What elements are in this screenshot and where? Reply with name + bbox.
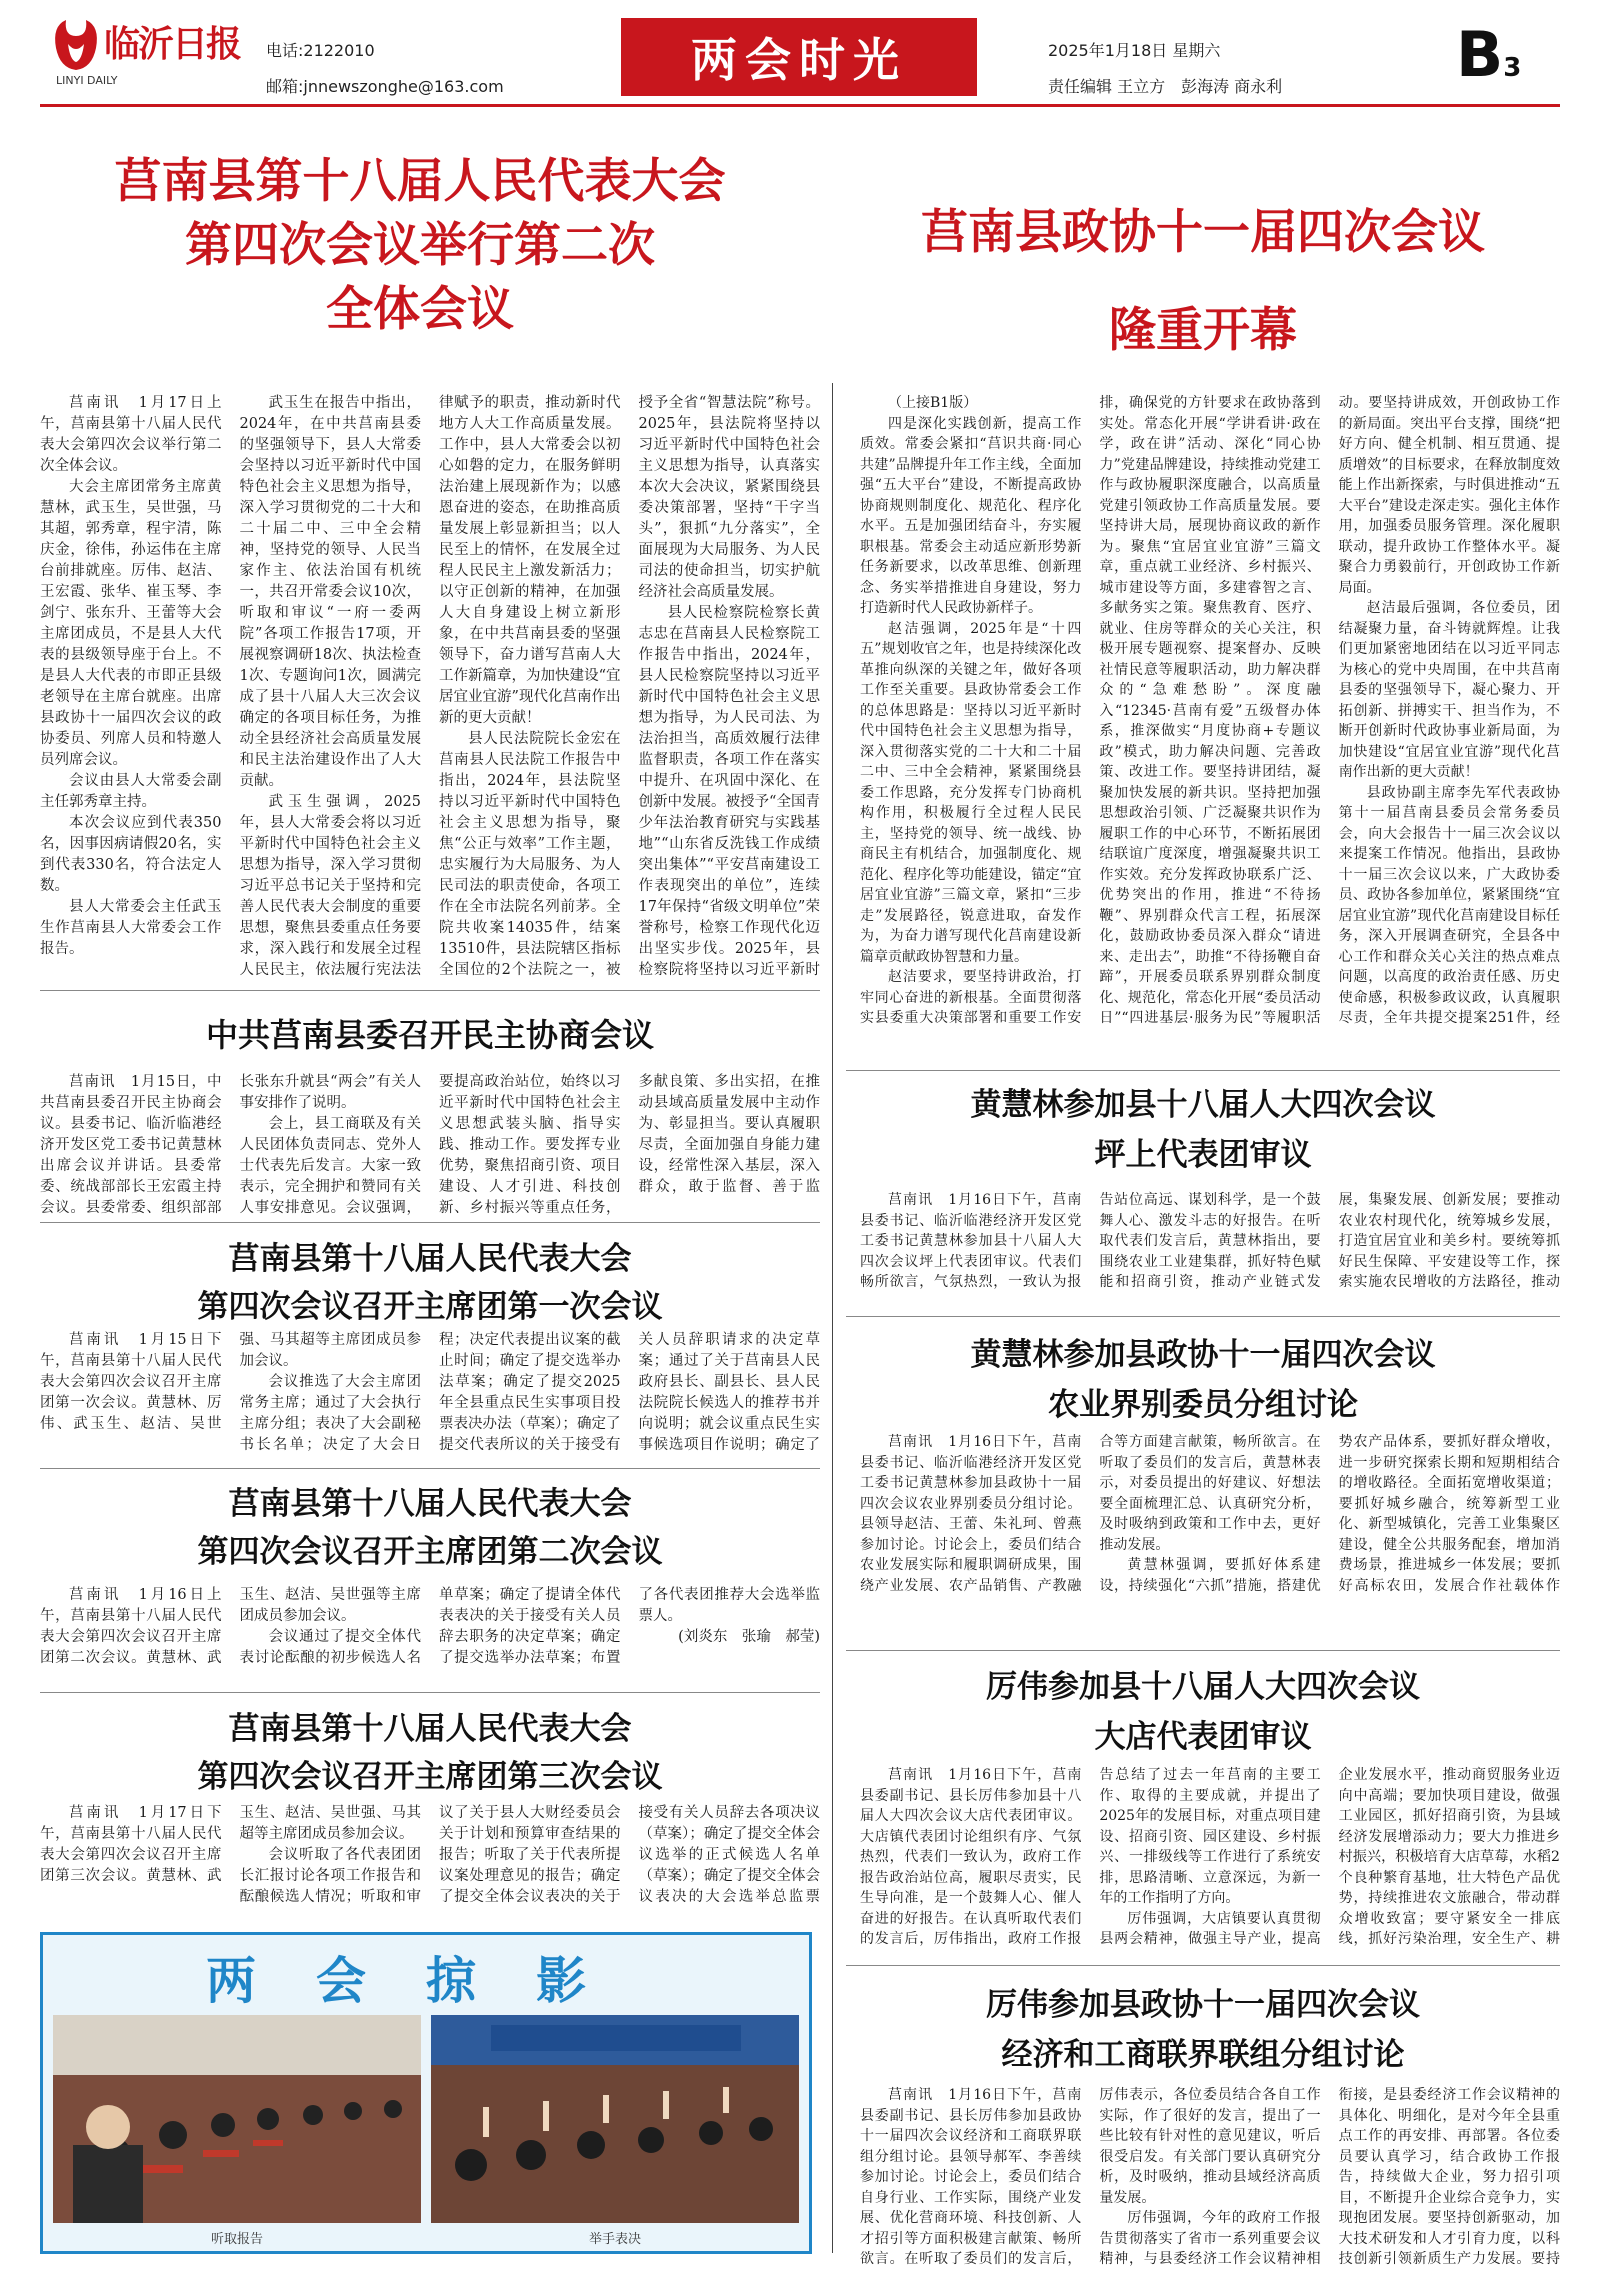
article-paragraph: 本次会议应到代表350名，因事因病请假20名，实到代表330名，符合法定人数。 xyxy=(40,815,222,894)
article-6-headline-line2: 第四次会议召开主席团第三次会议 xyxy=(197,1759,663,1795)
article-3-body xyxy=(40,1072,820,1222)
article-9-headline-line1: 厉伟参加县十八届人大四次会议 xyxy=(986,1669,1420,1705)
article-2-headline-line2: 隆重开幕 xyxy=(1109,303,1297,358)
editors-line: 责任编辑 王立方 彭海涛 商永利 xyxy=(1048,77,1283,96)
page-letter: B xyxy=(1456,18,1504,91)
gallery-title: 两会掠影 xyxy=(206,1952,646,2010)
article-paragraph: 莒南讯 1月16日下午，莒南县委副书记、县长厉伟参加县十八届人大四次会议大店代表团审议。大店镇代表团讨论组织有序、气氛热烈，代表们一致认为，政府工作报告政治站位高，履职尽责实，民生导向准，是一个鼓舞人心、催人奋进的好报告。在认真听取代表们的发言后，厉伟指出，政府工作报告总结了过去一年莒南的主要工作、取得的主要成就，并提出了2025年的发展目标，对重点项目建设、招商引资、园区建设、乡村振兴、一排级线等工作进行了系统安排，思路清晰、立意深远，为新一年的工作指明了方向。 xyxy=(860,1767,1321,1947)
article-4-headline xyxy=(40,1235,820,1331)
photo-listening-report xyxy=(53,2015,421,2223)
article-8-headline xyxy=(846,1330,1560,1430)
newspaper-logo-text: 临沂日报 xyxy=(104,23,241,65)
caption-photo-2: 举手表决 xyxy=(588,2232,641,2247)
article-9-headline-line2: 大店代表团审议 xyxy=(1094,1719,1312,1755)
newspaper-logo-icon xyxy=(48,14,104,74)
article-7-headline-line1: 黄慧林参加县十八届人大四次会议 xyxy=(970,1087,1436,1123)
section-title: 两会时光 xyxy=(691,33,907,87)
article-1-headline-line1: 莒南县第十八届人民代表大会 xyxy=(114,154,726,209)
article-2-body xyxy=(860,393,1560,1033)
article-1-headline-line2: 第四次会议举行第二次 xyxy=(185,218,655,273)
article-paragraph: 莒南讯 1月16日上午，莒南县第十八届人民代表大会第四次会议召开主席团第二次会议。黄慧林、武玉生、赵洁、吴世强等主席团成员参加会议。 xyxy=(40,1587,421,1666)
divider-a9 xyxy=(846,1650,1560,1651)
article-paragraph: 大会主席团常务主席黄慧林，武玉生，吴世强，马其超，郭秀章，程宇清，陈庆金，徐伟，孙运伟在主席台前排就座。厉伟、赵洁、王宏霞、张华、崔玉琴、李剑宁、张东升、王蕾等大会主席团成员，不是县人大代表的县级领导座于台上。不是县人大代表的市即正县级老领导在主席台就座。出席县政协十一届四次会议的政协委员、列席人员和特邀人员列席会议。 xyxy=(40,479,222,768)
article-paragraph: 莒南讯 1月15日，中共莒南县委召开民主协商会议。县委书记、临沂临港经济开发区党工委书记黄慧林出席会议并讲话。县委常委、统战部部长王宏霞主持会议。县委常委、组织部部长张东升就县“两会”有关人事安排作了说明。 xyxy=(40,1074,421,1216)
article-5-headline xyxy=(40,1480,820,1576)
article-8-headline-line2: 农业界别委员分组讨论 xyxy=(1048,1387,1358,1423)
article-4-headline-line2: 第四次会议召开主席团第一次会议 xyxy=(197,1289,663,1325)
article-paragraph: 县政协副主席李先军代表政协第十一届莒南县委员会常务委员会，向大会报告十一届三次会议以来提案工作情况。他指出，县政协十一届三次会议以来，广大政协委员、政协各参加单位，紧紧围绕“宜居宜业宜游”现代化莒南建设目标任务，深入开展调查研究，全县各中心工作和群众关心关注的热点难点问题，以高度的政治责任感、历史使命感，积极参政议政，认真履职尽责，全年共提交提案251件，经 xyxy=(1338,784,1560,1026)
meeting-photo-1-icon xyxy=(53,2015,421,2223)
meeting-photo-2-icon xyxy=(431,2015,799,2223)
article-paragraph: 莒南讯 1月16日下午，莒南县委书记、临沂临港经济开发区党工委书记黄慧林参加县十八届人大四次会议坪上代表团审议。代表们畅所欲言，气氛热烈，一致认为报告站位高远、谋划科学，是一个鼓舞人心、激发斗志的好报告。在听取代表们发言后，黄慧林指出，要围绕农业工业建集群，抓好特色赋能和招商引资，推动产业链式发展，集聚发展、创新发展；要推动农业农村现代化，统筹城乡发展，打造宜居宜业和美乡村。要统筹抓好民生保障、平安建设等工作，探索实施农民增收的方法路径，推动 xyxy=(860,1192,1560,1290)
article-4-body xyxy=(40,1330,820,1460)
divider-a3 xyxy=(40,990,820,991)
article-3-headline: 中共莒南县委召开民主协商会议 xyxy=(205,1016,654,1054)
article-paragraph: 黄慧林强调，要抓好体系建设，持续强化“六抓”措施，搭建优势农产品体系，要抓好群众增收，进一步研究探索长期和短期相结合的增收路径。全面拓宽增收渠道；要抓好城乡融合，统筹新型工业化、新型城镇化，完善工业集聚区建设，健全公共服务配套，增加消费场景，推进城乡一体发展；要抓好高标农田，发展合作社载体作 xyxy=(1099,1434,1560,1594)
article-5-headline-line1: 莒南县第十八届人民代表大会 xyxy=(228,1486,632,1522)
article-6-headline xyxy=(40,1705,820,1801)
article-7-headline-line2: 坪上代表团审议 xyxy=(1094,1137,1312,1173)
section-banner xyxy=(621,18,977,96)
article-7-body xyxy=(860,1190,1560,1308)
masthead-divider xyxy=(40,104,1560,107)
phone-text: 电话:2122010 xyxy=(266,41,375,60)
article-paragraph: 县人大常委会主任武玉生作莒南县人大常委会工作报告。 xyxy=(40,899,222,957)
article-paragraph: 莒南讯 1月17日下午，莒南县第十八届人民代表大会第四次会议召开主席团第三次会议。黄慧林、武玉生、赵洁、吴世强、马其超等主席团成员参加会议。 xyxy=(40,1805,421,1884)
page-digit: 3 xyxy=(1503,53,1522,83)
article-8-headline-line1: 黄慧林参加县政协十一届四次会议 xyxy=(970,1337,1436,1373)
caption-photo-1: 听取报告 xyxy=(210,2232,263,2247)
divider-a4 xyxy=(40,1222,820,1223)
article-5-body xyxy=(40,1585,820,1685)
article-10-headline-line1: 厉伟参加县政协十一届四次会议 xyxy=(986,1987,1420,2023)
newspaper-logo-subtitle: LINYI DAILY xyxy=(56,74,118,87)
divider-a10 xyxy=(846,1965,1560,1966)
issue-date: 2025年1月18日 星期六 xyxy=(1048,41,1221,60)
article-paragraph: 县人民法院院长金宏在莒南县人民法院工作报告中指出，2024年，县法院坚持以习近平新时代中国特色社会主义思想为指导，聚焦“公正与效率”工作主题，忠实履行为大局服务、为人民司法的职责使命，各项工作在全市法院名列前茅。全院共收案14035件，结案13510件，县法院辖区指标全国位的2个法院之一，被授予全省“智慧法院”称号。2025年，县法院将坚持以习近平新时代中国特色社会主义思想为指导，认真落实本次大会决议，紧紧围绕县委决策部署，坚持“干字当头”，狠抓“九分落实”，全面展现为大局服务、为人民司法的使命担当，切实护航经济社会高质量发展。 xyxy=(439,395,820,978)
article-2-headline-line1: 莒南县政协十一届四次会议 xyxy=(921,205,1485,260)
article-paragraph: （上接B1版） xyxy=(888,395,978,411)
article-paragraph: 会议通过了提交全体代表讨论酝酿的初步候选人名单草案；确定了提请全体代表表决的关于接受有关人员辞去职务的决定草案；确定了提交选举办法草案；布置了各代表团推荐大会选举监票人。 xyxy=(239,1587,820,1666)
article-7-headline xyxy=(846,1080,1560,1180)
article-1-headline xyxy=(40,150,800,342)
article-6-body xyxy=(40,1803,820,1921)
article-byline: (刘炎东 张瑜 郝莹) xyxy=(678,1629,820,1645)
photo-voting xyxy=(431,2015,799,2223)
photo-gallery xyxy=(40,1932,812,2254)
article-4-headline-line1: 莒南县第十八届人民代表大会 xyxy=(228,1241,632,1277)
article-paragraph: 赵洁强调，2025年是“十四五”规划收官之年，也是持续深化改革推向纵深的关键之年，做好各项工作至关重要。县政协常委会工作的总体思路是：坚持以习近平新时代中国特色社会主义思想为指导，深入贯彻落实党的二十大和二十届二中、三中全会精神，紧紧围绕县委工作思路，充分发挥专门协商机构作用，积极履行全过程人民民主，坚持党的领导、统一战线、协商民主有机结合，加强制度化、规范化、程序化等功能建设，锚定“宜居宜业宜游”三篇文章，紧扣“三步走”发展路径，锐意进取，奋发作为，为奋力谱写现代化莒南建设新篇章贡献政协智慧和力量。 xyxy=(860,620,1082,965)
article-paragraph: 厉伟强调，今年的政府工作报告贯彻落实了省市一系列重要会议精神，与县委经济工作会议精神相衔接，是县委经济工作会议精神的具体化、明细化，是对今年全县重点工作的再安排、再部署。各位委员要认真学习，结合政协工作报告，持续做大企业，努力招引项目，不断提升企业综合竞争力，实现抱团发展。要坚持创新驱动，加大技术研发和人才引育力度，以科技创新引领新质生产力发展。要持 xyxy=(1099,2087,1560,2267)
article-paragraph: 莒南讯 1月17日上午，莒南县第十八届人民代表大会第四次会议举行第二次全体会议。 xyxy=(40,395,222,474)
article-paragraph: 莒南讯 1月15日下午，莒南县第十八届人民代表大会第四次会议召开主席团第一次会议。黄慧林、厉伟、武玉生、赵洁、吴世强、马其超等主席团成员参加会议。 xyxy=(40,1332,421,1432)
article-paragraph: 赵洁要求，要坚持讲政治，打牢同心奋进的新根基。全面贯彻落实县委重大决策部署和重要工作安排，确保党的方针要求在政协落到实处。常态化开展“学讲看讲·政在学，政在讲”活动、深化“同心协力”党建品牌建设，持续推动党建工作与政协履职深度融合，以高质量党建引领政协工作高质量发展。要坚持讲大局，展现协商议政的新作为。聚焦“宜居宜业宜游”三篇文章，重点就工业经济、乡村振兴、城市建设等方面，多建睿智之言、多献务实之策。聚焦教育、医疗、就业、住房等群众的关心关注，积极开展专题视察、提案督办、反映社情民意等履职活动，助力解决群众的“急难愁盼”。深度融入“12345·莒南有爱”五级督办体系，推深做实“月度协商+专题议政”模式，助力解决问题、完善政策、改进工作。要坚持讲团结，凝聚加快发展的新共识。坚持把加强思想政治引领、广泛凝聚共识作为履职工作的中心环节，不断拓展团结联谊广度深度，增强凝聚共识工作实效。充分发挥政协联系广泛、优势突出的作用，推进“不待扬鞭”、界别群众代言工程，拓展深化，鼓励政协委员深入群众“请进来、走出去”，助推“不待扬鞭自奋蹄”，开展委员联系界别群众制度化、规范化，常态化开展“委员活动日”“四进基层·服务为民”等履职活动。要坚持讲成效，开创政协工作的新局面。突出平台支撑，围绕“把好方向、健全机制、相互贯通、提质增效”的目标要求，在释放制度效能上作出新探索，与时俱进推动“五大平台”建设走深走实。强化主体作用，加强委员服务管理。深化履职联动，提升政协工作整体水平。凝聚合力勇毅前行，开创政协工作新局面。 xyxy=(860,395,1560,1026)
article-paragraph: 会议推选了大会主席团常务主席；通过了大会执行主席分组；表决了大会副秘书长名单；决定了大会日程；决定代表提出议案的截止时间；确定了提交选举办法草案；确定了提交2025年全县重点民生实事项目投票表决办法（草案）；确定了提交代表所议的关于接受有关人员辞职请求的决定草案；通过了关于莒南县人民政府县长、副县长、县人民法院院长候选人的推荐书并向说明；就会议重点民生实事候选项目作说明；确定了 xyxy=(239,1332,820,1453)
divider-a8 xyxy=(846,1316,1560,1317)
article-paragraph: 县人民检察院检察长黄志忠在莒南县人民检察院工作报告中指出，2024年，县人民检察院坚持以习近平新时代中国特色社会主义思想为指导，为人民司法、为法治担当，高质效履行法律监督职责，各项工作在落实中提升、在巩固中深化、在创新中发展。被授予“全国青少年法治教育研究与实践基地”“山东省反洗钱工作成绩突出集体”“平安莒南建设工作表现突出的单位”，连续17年保持“省级文明单位”荣誉称号，检察工作现代化迈出坚实步伐。2025年，县检察院将坚持以习近平新时 xyxy=(638,605,820,978)
article-paragraph: 莒南讯 1月16日下午，莒南县委副书记、县长厉伟参加县政协十一届四次会议经济和工商联界联组分组讨论。县领导郝军、李善续参加讨论。讨论会上，委员们结合自身行业、工作实际，围绕产业发展、优化营商环境、科技创新、人才招引等方面积极建言献策、畅所欲言。在听取了委员们的发言后，厉伟表示，各位委员结合各自工作实际，作了很好的发言，提出了一些比较有针对性的意见建议，听后很受启发。有关部门要认真研究分析，及时吸纳，推动县域经济高质量发展。 xyxy=(860,2087,1321,2267)
article-paragraph: 厉伟强调，大店镇要认真贯彻县两会精神，做强主导产业，提高企业发展水平，推动商贸服务业迈向中高端；要加快项目建设，做强工业园区，抓好招商引资，为县域经济发展增添动力；要大力推进乡村振兴，积极培育大店草莓，水稻2个良种繁育基地，壮大特色产品优势，持续推进农文旅融合，带动群众增收致富；要守紧安全一排底线，抓好污染治理，安全生产、耕 xyxy=(1099,1767,1560,1947)
divider-a7 xyxy=(846,1070,1560,1071)
article-9-body xyxy=(860,1765,1560,1953)
article-6-headline-line1: 莒南县第十八届人民代表大会 xyxy=(228,1711,632,1747)
article-paragraph: 武玉生强调，2025年，县人大常委会将以习近平新时代中国特色社会主义思想为指导，深入学习贯彻习近平总书记关于坚持和完善人民代表大会制度的重要思想，聚焦县委重点任务要求，深入践行和发展全过程人民民主，依法履行宪法法律赋予的职责，推动新时代地方人大工作高质量发展。工作中，县人大常委会以初心如磐的定力，在服务鲜明法治建上展现新作为；以感恩奋进的姿态，在助推高质量发展上彰显新担当；以人民至上的情怀，在发展全过程人民民主上激发新活力；以守正创新的精神，在加强人大自身建设上树立新形象，在中共莒南县委的坚强领导下，奋力谱写莒南人大工作新篇章，为加快建设“宜居宜业宜游”现代化莒南作出新的更大贡献！ xyxy=(239,395,621,978)
article-5-headline-line2: 第四次会议召开主席团第二次会议 xyxy=(197,1534,663,1570)
divider-a5 xyxy=(40,1468,820,1469)
column-divider xyxy=(832,383,833,2253)
article-10-body xyxy=(860,2085,1560,2270)
article-9-headline xyxy=(846,1662,1560,1762)
article-paragraph: 会上，县工商联及有关人民团体负责同志、党外人士代表先后发言。大家一致表示，完全拥护和赞同有关人事安排意见。会议强调，要提高政治站位，始终以习近平新时代中国特色社会主义思想武装头脑、指导实践、推动工作。要发挥专业优势，聚焦招商引资、项目建设、人才引进、科技创新、乡村振兴等重点任务，多献良策、多出实招，在推动县域高质量发展中主动作为、彰显担当。要认真履职尽责，全面加强自身能力建设，经常性深入基层，深入群众，敢于监督、善于监 xyxy=(239,1074,820,1216)
article-1-headline-line3: 全体会议 xyxy=(326,282,514,337)
article-paragraph: 会议听取了各代表团团长汇报讨论各项工作报告和酝酿候选人情况；听取和审议了关于县人大财经委员会关于计划和预算审查结果的报告；听取了关于代表所提议案处理意见的报告；确定了提交全体会议表决的关于接受有关人员辞去各项决议（草案）；确定了提交全体会议选举的正式候选人名单（草案）；确定了提交全体会议表决的大会选举总监票 xyxy=(239,1805,820,1905)
masthead xyxy=(0,0,1600,110)
article-paragraph: 四是深化实践创新，提高工作质效。常委会紧扣“莒识共商·同心共建”品牌提升年工作主线，全面加强“五大平台”建设，不断提高政协协商规则制度化、规范化、程序化水平。五是加强团结奋斗，夯实履职根基。常委会主动适应新形势新任务新要求，以改革思维、创新理念、务实举措推进自身建设，努力打造新时代人民政协新样子。 xyxy=(860,415,1082,616)
article-paragraph: 武玉生在报告中指出，2024年，在中共莒南县委的坚强领导下，县人大常委会坚持以习近平新时代中国特色社会主义思想为指导，深入学习贯彻党的二十大和二十届二中、三中全会精神，坚持党的领导、人民当家作主、依法治国有机统一，共召开常委会议10次，听取和审议“一府一委两院”各项工作报告17项，开展视察调研18次、执法检查1次、专题询问1次，圆满完成了县十八届人大三次会议确定的各项目标任务，为推动全县经济社会高质量发展和民主法治建设作出了人大贡献。 xyxy=(239,395,421,789)
article-8-body xyxy=(860,1432,1560,1602)
page-number xyxy=(1456,18,1521,91)
article-2-headline xyxy=(846,184,1560,380)
article-paragraph: 赵洁最后强调，各位委员，团结凝聚力量，奋斗铸就辉煌。让我们更加紧密地团结在以习近平同志为核心的党中央周围，在中共莒南县委的坚强领导下，凝心聚力、开拓创新、拼搏实干、担当作为，不断开创新时代政协事业新局面，为加快建设“宜居宜业宜游”现代化莒南作出新的更大贡献！ xyxy=(1338,600,1560,780)
article-1-body xyxy=(40,393,820,983)
article-10-headline-line2: 经济和工商联界联组分组讨论 xyxy=(1001,2037,1405,2073)
article-paragraph: 会议由县人大常委会副主任郭秀章主持。 xyxy=(40,773,222,810)
divider-a6 xyxy=(40,1692,820,1693)
article-10-headline xyxy=(846,1980,1560,2080)
article-paragraph: 莒南讯 1月16日下午，莒南县委书记、临沂临港经济开发区党工委书记黄慧林参加县政协十一届四次会议农业界别委员分组讨论。县领导赵洁、王蕾、朱礼珂、曾燕参加讨论。讨论会上，委员们结合农业发展实际和履职调研成果，围绕产业发展、农产品销售、产教融合等方面建言献策，畅所欲言。在听取了委员们的发言后，黄慧林表示，对委员提出的好建议、好想法要全面梳理汇总、认真研究分析，及时吸纳到政策和工作中去，更好推动发展。 xyxy=(860,1434,1321,1594)
email-text: 邮箱:jnnewszonghe@163.com xyxy=(266,77,504,96)
